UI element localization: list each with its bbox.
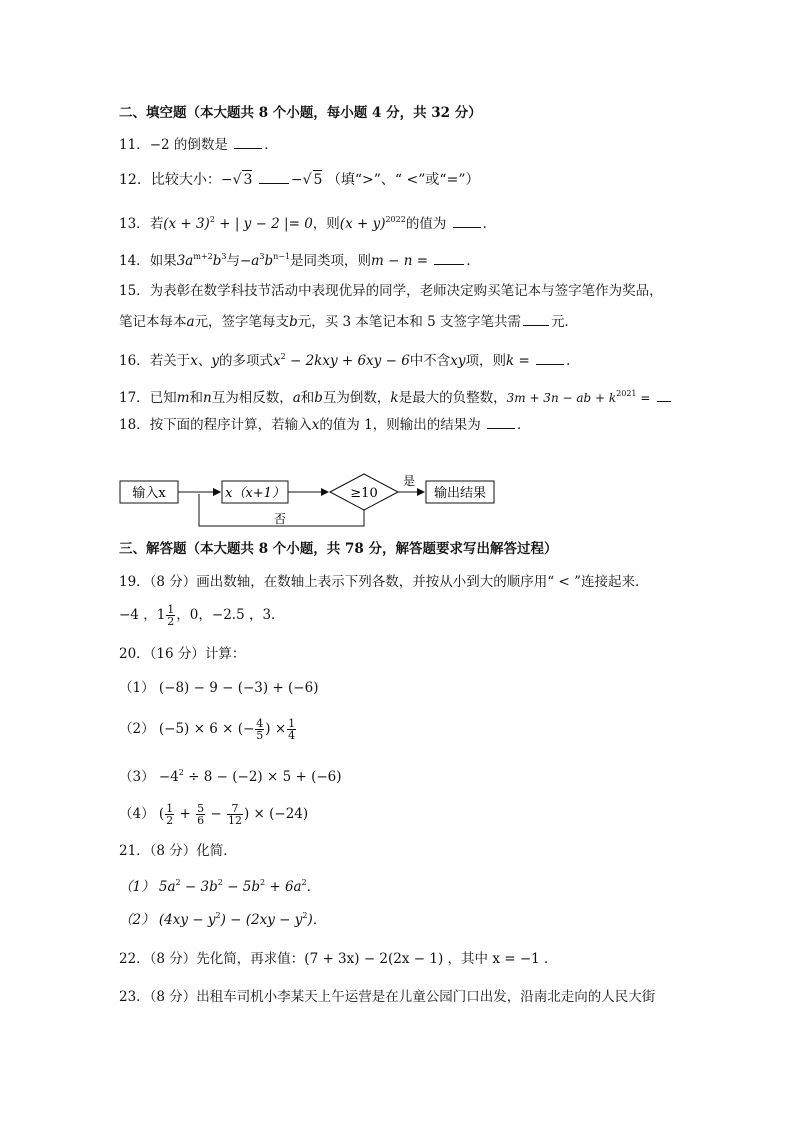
question-13 [119,211,496,233]
fraction-denominator: 4 [288,729,296,742]
q14-number: 14． [119,253,150,269]
fraction-numerator: 4 [256,717,264,730]
q15-text-b: 元，签字笔每支 [194,314,290,330]
q16-text-d: 项，则 [465,353,507,369]
q20-part-2 [119,718,297,741]
q14-term-4: b [264,253,274,269]
q14-term-2: b [212,253,222,269]
q17-number: 17． [119,390,150,406]
question-21-title: 21．（8 分）化简． [119,843,237,859]
q13-exp-3: 2022 [385,215,406,224]
fraction-denominator: 5 [256,729,264,742]
q16-end: ． [566,353,580,369]
section2-title: 二、填空题（本大题共 8 个小题，每小题 4 分，共 32 分） [119,105,482,121]
q20-p4-fraction-1 [165,803,174,826]
q17-var-m: m [176,390,190,406]
question-15-line-1: 15．为表彰在数学科技节活动中表现优异的同学，老师决定购买笔记本与签字笔作为奖品， [119,283,663,299]
q13-text-c: 的值为 [405,216,447,232]
q20-p4-minus: − [206,806,226,822]
flow-yes-label: 是 [403,474,416,488]
q20-p2-fraction-2 [287,718,296,741]
q18-answer-blank [487,415,515,429]
q14-end: ． [466,253,480,269]
q21-p2-exp-2: 2 [302,911,308,920]
q21-p1-text-b: − 3b [180,879,218,895]
question-12 [119,170,479,189]
q20-part-4 [119,803,308,826]
q21-part-1 [119,874,320,896]
q17-text-e: 互为倒数， [322,390,391,406]
q12-tail: （填“>”、“ <”或“=”） [326,172,480,188]
q16-k: k = [506,353,530,369]
q17-exp: 2021 [616,389,637,398]
q21-p1-exp-3: 2 [259,878,266,887]
q15-text-c: 元，买 3 本笔记本和 5 支签字笔共需 [297,314,522,330]
q21-p1-text-c: − 5b [222,879,260,895]
q16-poly-exp: 2 [280,352,286,361]
q21-p1-exp-1: 2 [175,878,181,887]
q20-p3-exp: 2 [178,768,184,777]
fraction-numerator: 1 [166,802,174,815]
q15-var-a: a [186,314,195,330]
q20-p2-text-b: ) × [265,721,287,737]
fraction-denominator: 2 [166,814,174,827]
q18-end: ． [517,417,531,433]
q17-text-f: 是最大的负整数， [398,390,507,406]
question-23: 23．（8 分）出租车司机小李某天上午运营是在儿童公园门口出发，沿南北走向的人民大街 [119,989,656,1005]
q20-p2-text-a: （2） (−5) × 6 × (− [119,721,255,737]
q17-var-a: a [292,390,301,406]
fraction-numerator: 7 [227,803,243,815]
q14-exp-1: m+2 [193,252,213,261]
q14-expr: m − n = [371,253,429,269]
program-flowchart [110,470,510,534]
q11-text: −2 的倒数是 [149,137,228,153]
fraction-denominator: 2 [167,615,175,628]
flow-calc-label: x（x+1） [225,486,285,501]
q21-part-2 [119,907,326,929]
q12-number: 12． [119,172,151,188]
q13-expr-3: (x + y) [339,216,386,232]
q11-end: ． [264,137,278,153]
q16-text-b: 的多项式 [218,353,273,369]
question-22: 22．（8 分）先化简，再求值：(7 + 3x) − 2(2x − 1) ，其中 x = −1 ． [119,951,558,967]
q16-number: 16． [119,353,150,369]
q21-p1-text-a: （1） 5a [119,879,176,895]
q20-p4-plus: + [175,806,196,822]
sqrt-symbol: √ [302,172,312,188]
q11-answer-blank [234,135,262,149]
q12-answer-blank [259,170,289,184]
q13-expr-2: + | y − 2 |= 0 [214,216,313,232]
q13-end: ． [482,216,497,232]
q20-p2-fraction-1 [255,718,264,741]
flow-no-label: 否 [273,512,287,526]
q18-number: 18． [119,417,150,433]
q20-p4-fraction-3 [227,803,243,826]
q14-term-1: 3a [176,253,194,269]
q16-text-a: 若关于 [149,353,191,369]
question-15-line-2 [119,312,578,331]
q14-text-a: 如果 [149,253,177,269]
q14-term-3: −a [239,253,260,269]
q16-var-x: x [190,353,198,369]
q21-p2-exp-1: 2 [215,911,221,920]
q12-text: 比较大小：− [150,172,233,188]
q16-sep: 、 [197,353,212,369]
question-19-line-1: 19．（8 分）画出数轴，在数轴上表示下列各数，并按从小到大的顺序用“ < ”连接起来． [119,574,649,590]
fraction-numerator: 1 [167,603,175,616]
q14-exp-4: n−1 [273,252,291,261]
section3-title: 三、解答题（本大题共 8 个小题，共 78 分，解答题要求写出解答过程） [119,541,558,557]
q20-p3-text-b: ÷ 8 − (−2) × 5 + (−6) [183,769,342,785]
q21-p2-text-c: )． [307,912,327,928]
q20-p4-fraction-2 [196,803,205,826]
fraction-denominator: 12 [227,814,242,827]
q17-answer-blank [657,388,671,402]
fraction-numerator: 1 [288,717,296,730]
q19-number-list-b: ，0，−2.5 ，3． [176,607,285,623]
q12-radicand-2: 5 [313,172,323,188]
q15-answer-blank [523,312,549,326]
question-16 [119,348,580,370]
flow-output-label: 输出结果 [433,486,487,501]
q18-text-a: 按下面的程序计算，若输入 [149,417,312,433]
question-20-title: 20．（16 分）计算： [119,646,246,662]
q20-p3-text-a: （3） −4 [119,769,179,785]
q14-answer-blank [434,251,464,265]
q21-p1-text-d: + 6a [265,879,302,895]
q11-number: 11． [119,137,150,153]
q19-mixed-whole: 1 [156,607,166,623]
q17-var-k: k [390,390,399,406]
q16-text-c: 中不含 [409,353,451,369]
q16-var-y: y [211,353,219,369]
q21-p1-exp-2: 2 [217,878,223,887]
q17-text-b: 和 [189,390,203,406]
q20-part-1: （1） (−8) − 9 − (−3) + (−6) [119,680,319,696]
q16-xy: xy [450,353,466,369]
q13-expr-1: (x + 3) [163,216,210,232]
question-18 [119,415,531,434]
q18-var-x: x [311,417,320,433]
question-17 [119,385,673,407]
q20-p4-text-b: ) × (−24) [243,806,309,822]
question-14 [119,248,480,270]
sqrt-symbol: √ [232,172,242,188]
q16-poly-1: x [272,353,281,369]
q12-mid: − [290,172,303,188]
q20-p4-text-a: （4） ( [119,806,165,822]
q13-text-a: 若 [149,216,164,232]
q20-part-3 [119,764,342,786]
q17-text-c: 互为相反数， [211,390,293,406]
q17-text-d: 和 [300,390,315,406]
q15-text-d: 元． [551,314,579,330]
q21-p2-text-a: （2） (4xy − y [119,912,216,928]
q19-number-list-a: −4 ， [119,607,157,623]
q14-text-c: 是同类项，则 [290,253,372,269]
flow-condition-label: ≥10 [350,486,378,501]
q14-exp-2: 3 [221,252,227,261]
q17-var-b: b [314,390,323,406]
q21-p1-exp-4: 2 [301,878,307,887]
q16-poly-2: − 2kxy + 6xy − 6 [285,353,410,369]
question-19-line-2 [119,604,285,627]
q17-expr: 3m + 3n − ab + k [506,391,617,405]
q13-answer-blank [453,214,481,228]
q13-text-b: ，则 [312,216,340,232]
q15-text-a: 笔记本每本 [119,314,187,330]
q16-answer-blank [536,351,564,365]
question-11 [119,135,278,154]
q21-p1-end: ． [306,879,321,895]
q21-p2-text-b: ) − (2xy − y [220,912,303,928]
q19-fraction [166,604,175,627]
q18-text-b: 的值为 1，则输出的结果为 [319,417,481,433]
q17-var-n: n [203,390,212,406]
q14-exp-3: 3 [259,252,265,261]
q17-eq: = [636,391,651,405]
q14-text-b: 与 [226,253,240,269]
fraction-numerator: 5 [197,802,205,815]
q15-var-b: b [289,314,298,330]
q13-exp-1: 2 [209,215,215,224]
q13-number: 13． [119,216,150,232]
fraction-denominator: 6 [197,814,205,827]
flow-input-label: 输入x [132,486,166,501]
q17-text-a: 已知 [149,390,177,406]
q12-radicand-1: 3 [243,172,253,188]
